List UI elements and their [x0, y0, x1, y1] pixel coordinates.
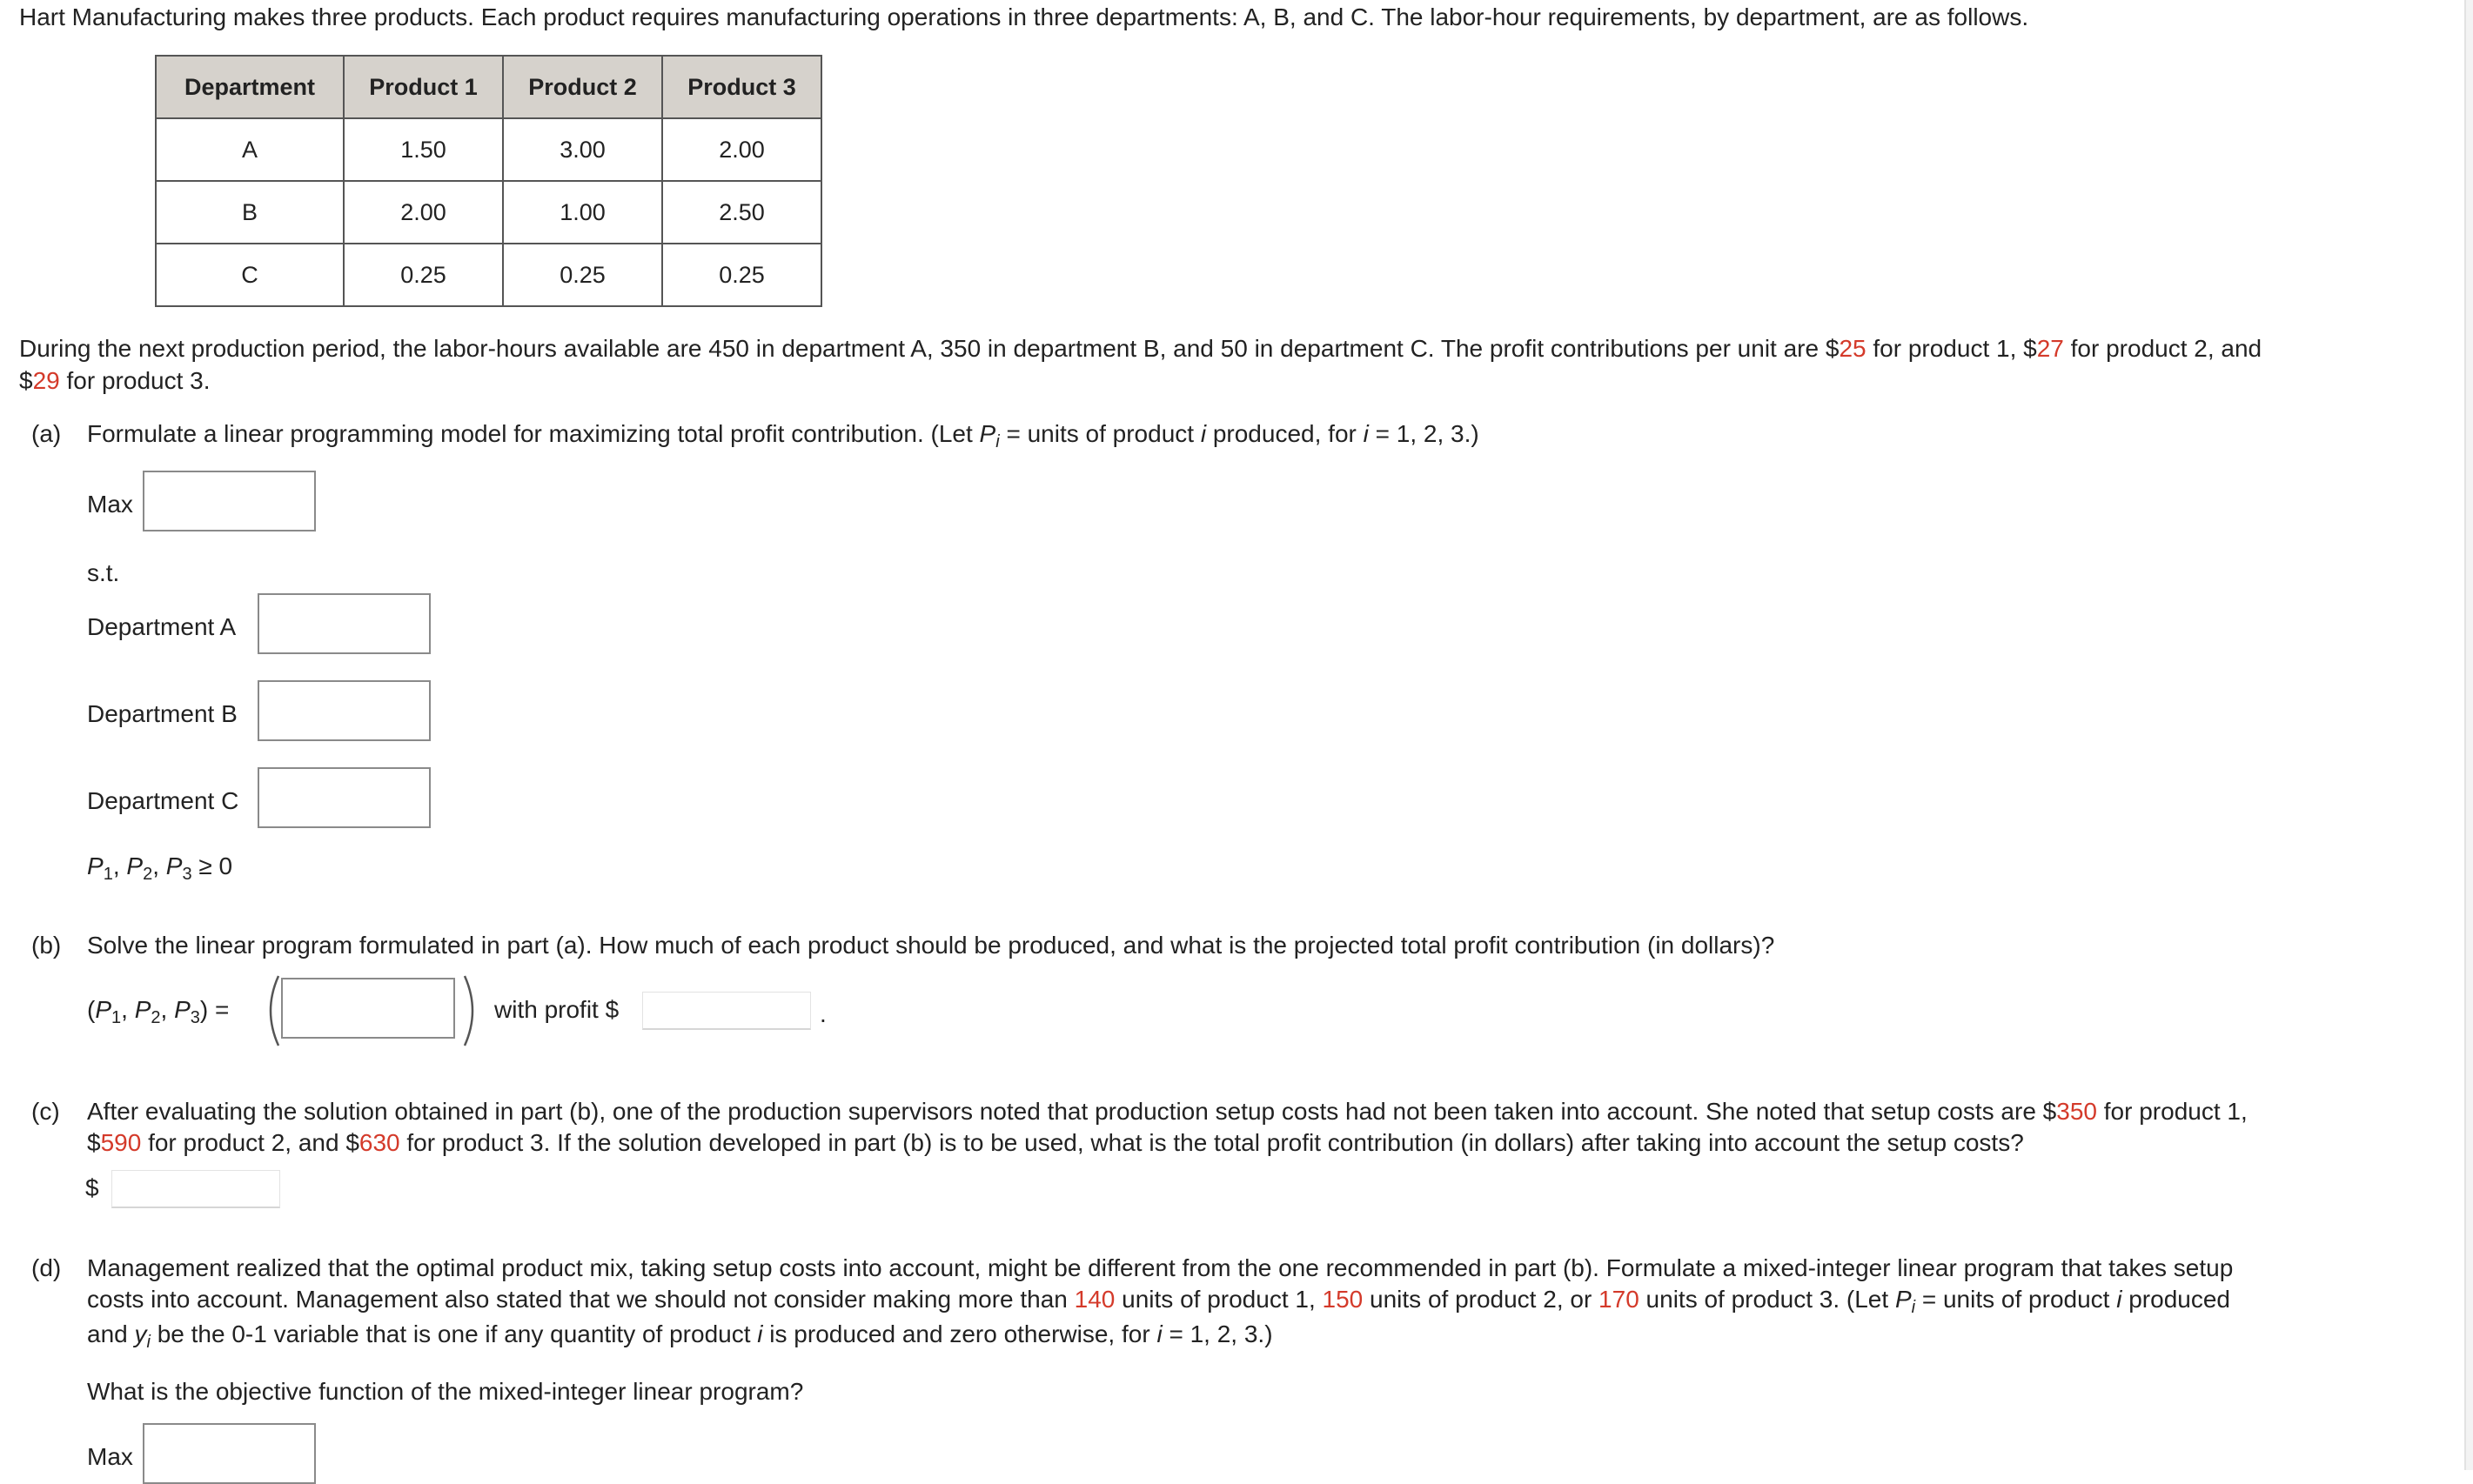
var: i [1156, 1320, 1163, 1347]
text: for product 2, and $ [141, 1129, 359, 1156]
var: P [165, 852, 183, 879]
text: produced, for [1206, 420, 1364, 447]
table-row [156, 118, 821, 181]
var: P [1894, 1286, 1912, 1313]
var: P [979, 420, 996, 447]
part-c-line2 [87, 1127, 2024, 1159]
with-profit-label: with profit $ [494, 996, 620, 1023]
dept-a-label: Department A [87, 613, 237, 640]
var: i [757, 1320, 763, 1347]
sub: i [146, 1333, 151, 1352]
table-cell: 2.50 [662, 181, 821, 244]
table-cell: 2.00 [344, 181, 503, 244]
text: costs into account. Management also stated that we should not consider making more than [87, 1286, 1075, 1313]
setup-c3: 630 [359, 1129, 400, 1156]
limit-u1: 140 [1074, 1286, 1116, 1313]
sub: i [995, 432, 1000, 451]
sub: 3 [182, 865, 192, 884]
text: units of product 2, or [1363, 1286, 1599, 1313]
sub: 1 [111, 1008, 122, 1027]
sub: 3 [190, 1008, 200, 1027]
dept-a-constraint-input[interactable] [258, 593, 431, 654]
var: P [126, 852, 144, 879]
text: units of product 1, [1115, 1286, 1323, 1313]
part-a-question [87, 418, 1479, 450]
table-cell: 0.25 [503, 244, 662, 306]
part-d-tag: (d) [31, 1254, 62, 1281]
dollar-label: $ [85, 1174, 99, 1201]
limit-u3: 170 [1598, 1286, 1639, 1313]
text: = units of product [999, 420, 1201, 447]
table-header: Department [156, 56, 344, 118]
text: $ [19, 367, 33, 394]
var: P [95, 996, 112, 1023]
table-header: Product 1 [344, 56, 503, 118]
table-cell: B [156, 181, 344, 244]
var: i [1363, 420, 1369, 447]
part-b-question: Solve the linear program formulated in part (a). How much of each product should be produced, and what is the projected total profit contribution (in dollars)? [87, 932, 1775, 959]
labor-hours-table [155, 55, 822, 307]
production-tuple-input[interactable] [281, 978, 455, 1039]
text: be the 0-1 variable that is one if any quantity of product [150, 1320, 758, 1347]
max-label: Max [87, 491, 133, 518]
table-cell: A [156, 118, 344, 181]
text: $ [87, 1129, 101, 1156]
part-c-tag: (c) [31, 1098, 60, 1125]
intro-text: Hart Manufacturing makes three products. Each product requires manufacturing operations in three departments: A, B, and C. The labor-hour requirements, by department, are as follows. [19, 3, 2029, 30]
availability-text-line1 [19, 333, 2262, 364]
tuple-label: ($P_1$, $P_2$, $P_3$) = [87, 996, 230, 1027]
scrollbar[interactable] [2464, 0, 2473, 1470]
profit-p2: 27 [2036, 335, 2064, 362]
profit-p1: 25 [1839, 335, 1866, 362]
text: Formulate a linear programming model for maximizing total profit contribution. (Let [87, 420, 980, 447]
table-header: Product 3 [662, 56, 821, 118]
dept-c-label: Department C [87, 787, 239, 814]
table-cell: 0.25 [662, 244, 821, 306]
availability-text-line2 [19, 365, 211, 397]
sub: 1 [103, 865, 113, 884]
text: = 1, 2, 3.) [1162, 1320, 1273, 1347]
part-b-tag: (b) [31, 932, 62, 959]
text: is produced and zero otherwise, for [762, 1320, 1157, 1347]
text: After evaluating the solution obtained in part (b), one of the production supervisors noted that production setup costs had not been taken into account. She noted that setup costs are $ [87, 1098, 2057, 1125]
table-row [156, 244, 821, 306]
profit-after-setup-input[interactable] [111, 1170, 280, 1208]
text: ( [87, 996, 96, 1023]
milp-objective-input[interactable] [143, 1423, 316, 1484]
table-header-row [156, 56, 821, 118]
period: . [820, 1000, 827, 1027]
text: = 1, 2, 3.) [1368, 420, 1479, 447]
dept-b-constraint-input[interactable] [258, 680, 431, 741]
text: ≥ 0 [191, 852, 233, 879]
var: i [1200, 420, 1207, 447]
part-d-line3 [87, 1319, 1273, 1350]
text: ) = [199, 996, 230, 1023]
right-paren-icon [459, 973, 482, 1049]
text: units of product 3. (Let [1639, 1286, 1895, 1313]
text: During the next production period, the labor-hours available are 450 in department A, 350 in department B, and 50 in department C. The profit contributions per unit are $ [19, 335, 1840, 362]
table-cell: 3.00 [503, 118, 662, 181]
sub: 2 [143, 865, 153, 884]
part-d-line1: Management realized that the optimal product mix, taking setup costs into account, might be different from the one recommended in part (b). Formulate a mixed-integer linear program that takes setup [87, 1254, 2234, 1281]
var: P [174, 996, 191, 1023]
table-cell: 1.00 [503, 181, 662, 244]
var: i [2116, 1286, 2122, 1313]
text: for product 2, and [2063, 335, 2262, 362]
part-a-tag: (a) [31, 420, 62, 447]
dept-b-label: Department B [87, 700, 238, 727]
max-objective-input[interactable] [143, 471, 316, 531]
table-header: Product 2 [503, 56, 662, 118]
table-cell: 2.00 [662, 118, 821, 181]
text: and [87, 1320, 135, 1347]
part-d-line2 [87, 1284, 2230, 1315]
setup-c2: 590 [100, 1129, 142, 1156]
setup-c1: 350 [2056, 1098, 2097, 1125]
table-row [156, 181, 821, 244]
table-cell: C [156, 244, 344, 306]
table-cell: 1.50 [344, 118, 503, 181]
text: for product 3. [59, 367, 211, 394]
sub: i [1911, 1298, 1916, 1317]
part-d-question: What is the objective function of the mixed-integer linear program? [87, 1378, 804, 1405]
profit-p3: 29 [32, 367, 60, 394]
var: y [134, 1320, 147, 1347]
text: for product 1, [2096, 1098, 2248, 1125]
part-c-line1 [87, 1096, 2248, 1127]
nonnegativity: $P_1$, $P_2$, $P_3 \ge 0$ [87, 852, 233, 884]
limit-u2: 150 [1322, 1286, 1364, 1313]
text: for product 1, $ [1866, 335, 2037, 362]
text: produced [2121, 1286, 2230, 1313]
text: for product 3. If the solution developed in part (b) is to be used, what is the total profit contribution (in dollars) after taking into account the setup costs? [399, 1129, 2024, 1156]
var: P [134, 996, 151, 1023]
var: P [87, 852, 104, 879]
st-label: s.t. [87, 559, 120, 586]
text: = units of product [1915, 1286, 2117, 1313]
profit-input[interactable] [642, 992, 811, 1030]
dept-c-constraint-input[interactable] [258, 767, 431, 828]
table-cell: 0.25 [344, 244, 503, 306]
milp-max-label: Max [87, 1443, 133, 1470]
sub: 2 [151, 1008, 161, 1027]
